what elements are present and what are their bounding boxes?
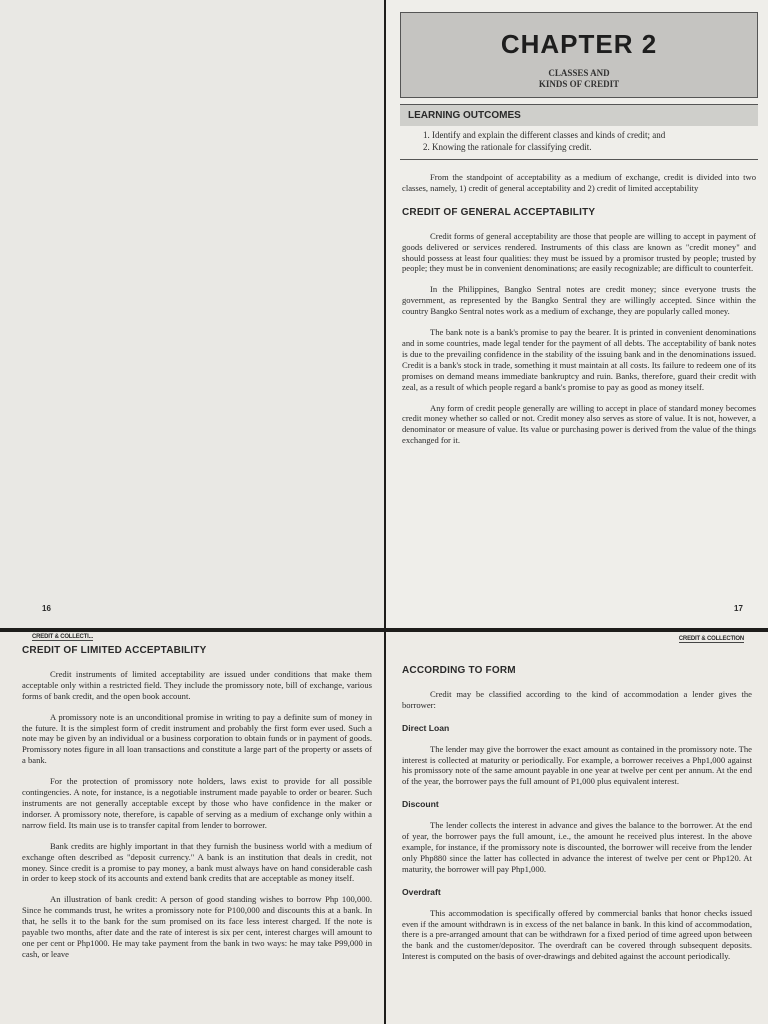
learning-outcome-item: 2. Knowing the rationale for classifying credit. bbox=[432, 141, 665, 153]
intro-paragraph: From the standpoint of acceptability as a medium of exchange, credit is divided into two classes, namely, 1) credit of general acceptability and 2) credit of limited acceptability bbox=[402, 172, 756, 193]
section-heading: CREDIT OF GENERAL ACCEPTABILITY bbox=[402, 206, 596, 218]
body-paragraph: An illustration of bank credit: A person of good standing wishes to borrow Php 100,000. Since he commands trust, he writes a promissory note for P100,000 and discounts this at a bank. In that, he sells it to the bank for the sum promised on its face less interest charged. If the note is payable two months, after date and the rate of interest is six per cent, interest charges will amount to one per cent or Php1000. He may take payment from the bank in two ways: he may take P99,000 in cash, or leave bbox=[22, 894, 372, 959]
chapter-subtitle-line: KINDS OF CREDIT bbox=[538, 79, 620, 89]
running-head: CREDIT & COLLECTION bbox=[678, 636, 744, 642]
chapter-header bbox=[400, 12, 758, 98]
body-paragraph: This accommodation is specifically offered by commercial banks that honor checks issued even if the amount withdrawn is in excess of the net balance in bank. In this kind of accommodation, there is a pre-arranged amount that can be withdrawn for a fixed period of time agreed upon between the bank and the customer/depositor. The overdraft can be covered through subsequent deposits. Interest is computed on the basis of over-drawings and debited against the account periodically. bbox=[402, 907, 752, 962]
section-heading: ACCORDING TO FORM bbox=[402, 665, 516, 676]
body-paragraph: Credit forms of general acceptability are those that people are willing to accept in payment of goods delivered or services rendered. Instruments of this class are known as "credit money" and should possess at least four qualities: they must be issued by a promisor trusted by people; trusted by people; they must be in convenient denominations; are easily recognizable; are difficult to counterfeit. bbox=[402, 230, 756, 274]
learning-outcomes-heading: LEARNING OUTCOMES bbox=[400, 105, 758, 126]
page-18-body bbox=[22, 640, 372, 970]
page-16 bbox=[0, 0, 384, 628]
page-19 bbox=[386, 632, 768, 1024]
body-paragraph: The lender may give the borrower the exact amount as contained in the promissory note. The interest is collected at maturity or periodically. For example, a borrower receives a Php1,000 against his promissory note of the same amount payable in one year at twelve per cent per annum. At the end of the year, the borrower pays the full amount of P1,000 plus equivalent interest. bbox=[402, 743, 752, 787]
body-paragraph: A promissory note is an unconditional promise in writing to pay a definite sum of money in the future. It is the simplest form of credit instrument and probably the first form ever used. Such a note may be given by an individual or a business corporation to obtain funds or in payment of goods. Promissory notes figure in all loan transactions and constitute a large part of the property or assets of a bank. bbox=[22, 711, 372, 766]
body-paragraph: Any form of credit people generally are willing to accept in place of standard money becomes credit money whether so called or not. Credit money also serves as store of value. It is not, however, a denominator or measure of value. Its value or purchasing power is derived from the value of the things exchanged for it. bbox=[402, 402, 756, 446]
section-heading: CREDIT OF LIMITED ACCEPTABILITY bbox=[22, 645, 207, 656]
body-paragraph: For the protection of promissory note holders, laws exist to provide for all possible contingencies. A note, for instance, is a negotiable instrument made payable to order or bearer. Such instruments are not generally acceptable except by those who have confidence in the maker or indorser. A promissory note, therefore, is capable of serving as a medium of exchange only within a narrow field. Its main use is to transfer capital from lender to borrower. bbox=[22, 776, 372, 830]
body-paragraph: The bank note is a bank's promise to pay the bearer. It is printed in convenient denominations and in some countries, made legal tender for the payment of all debts. The acceptability of bank notes is due to the prevailing confidence in the stability of the issuing bank and in the denominations issued. Credit is a bank's stock in trade, something it must maintain at all costs. Its failure to redeem one of its promises on demand means immediate bankruptcy and ruin. Banks, therefore, guard their credit with zeal, as a result of which people regard a bank's promise to pay as good as money itself. bbox=[402, 327, 756, 392]
page-number: 17 bbox=[734, 604, 743, 613]
body-paragraph: Bank credits are highly important in that they furnish the business world with a medium of exchange often described as "deposit currency." A bank is an institution that deals in credit, not money. Since credit is a promise to pay money, a bank must always have on hand considerable cash in order to keep stock of its accounts and extend bank credits that are acceptable as money itself. bbox=[22, 840, 372, 884]
chapter-subtitle bbox=[401, 68, 757, 90]
learning-outcomes-box bbox=[400, 104, 758, 160]
book-gutter bbox=[384, 0, 386, 1024]
chapter-subtitle-line: CLASSES AND bbox=[548, 68, 610, 78]
learning-outcomes-list bbox=[432, 129, 665, 153]
body-paragraph: In the Philippines, Bangko Sentral notes are credit money; since everyone trusts the government, as represented by the Bangko Sentral they are willingly accepted. Since within the country Bangko Sentral notes work as a medium of exchange, they are popularly called money. bbox=[402, 284, 756, 317]
chapter-title: CHAPTER 2 bbox=[500, 29, 658, 59]
subsection-heading-overdraft: Overdraft bbox=[402, 886, 441, 897]
running-head: CREDIT & COLLECTI... bbox=[32, 634, 93, 640]
page-19-body bbox=[402, 652, 752, 972]
subsection-heading-direct-loan: Direct Loan bbox=[402, 722, 450, 733]
page-17 bbox=[386, 0, 768, 628]
learning-outcome-item: 1. Identify and explain the different classes and kinds of credit; and bbox=[432, 129, 665, 141]
page-number: 16 bbox=[42, 604, 51, 613]
page-17-body bbox=[402, 172, 756, 456]
photo-seam bbox=[0, 628, 768, 632]
body-paragraph: Credit instruments of limited acceptability are issued under conditions that make them acceptable only within a restricted field. They include the promissory note, bill of exchange, various forms of bank credit, and the open book account. bbox=[22, 668, 372, 701]
body-paragraph: The lender collects the interest in advance and gives the balance to the borrower. At the end of year, the borrower pays the full amount, i.e., the amount he received plus interest. In the above example, for instance, if the promissory note is discounted, the borrower will receive from the lender only Php880 since the latter has collected in advance the interest of twelve per cent or Php120. At maturity, the borrower will pay Php1,000. bbox=[402, 820, 752, 874]
page-18 bbox=[0, 632, 384, 1024]
subsection-heading-discount: Discount bbox=[402, 799, 439, 810]
intro-paragraph: Credit may be classified according to the kind of accommodation a lender gives the borrower: bbox=[402, 688, 752, 710]
